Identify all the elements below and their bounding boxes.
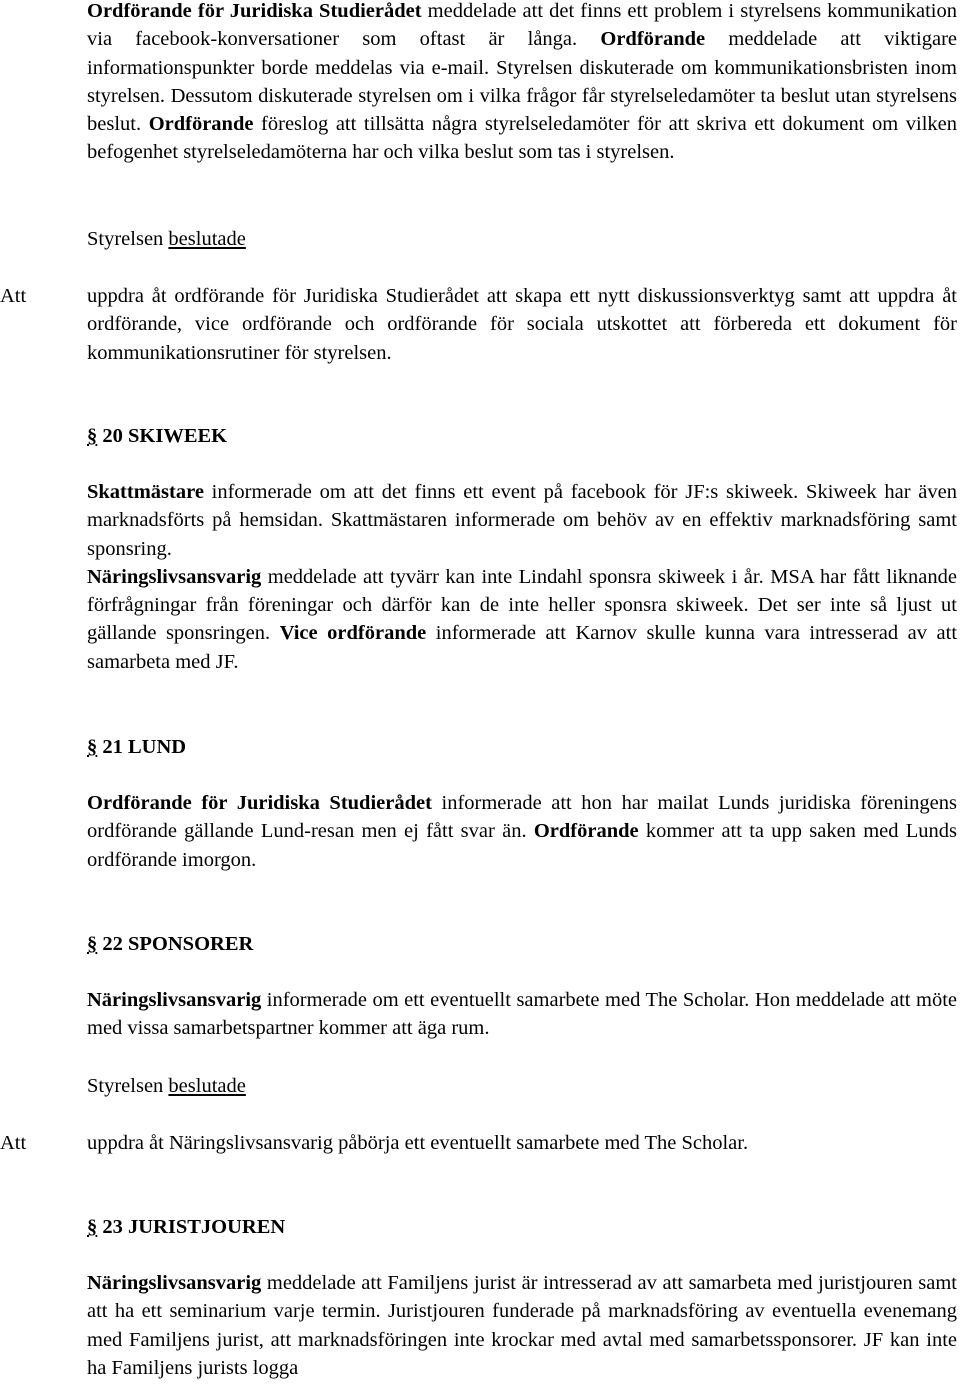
paragraph-communication (87, 0, 957, 167)
paragraph-text: meddelade att viktigare informationspunkter borde meddelas via e-mail. Styrelsen diskuterade om kommunikationsbristen inom styrelsen. Dessutom diskuterade styrelsen om i vilka frågor får styrelseledamöter ta beslut utan styrelsens beslut. (87, 28, 957, 136)
paragraph-text: meddelade att tyvärr kan inte Lindahl sponsra skiweek i år. MSA har fått liknande förfrågningar från föreningar och därför kan de inte heller sponsra skiweek. Det ser inte så ljust ut gällande sponsringen. (87, 565, 957, 645)
speaker-label: Ordförande för Juridiska Studierådet (87, 0, 422, 22)
section-heading-21: § 21 LUND (87, 736, 187, 758)
paragraph-text: informerade att hon har mailat Lunds juridiska föreningens ordförande gällande Lund-resan men ej fått svar än. (87, 792, 958, 843)
speaker-label: Ordförande (533, 820, 639, 843)
speaker-label: Näringslivsansvarig (87, 989, 262, 1011)
att-text: uppdra åt Näringslivsansvarig påbörja ett eventuellt samarbete med The Scholar. (87, 1132, 749, 1154)
paragraph-text: informerade om att det finns ett event på facebook för JF:s skiweek. Skiweek har även marknadsförts på hemsidan. Skattmästaren informerade om behöv av en effektiv marknadsföring samt sponsring. (87, 481, 957, 560)
speaker-label: Näringslivsansvarig (87, 565, 262, 588)
att-label: Att (0, 285, 27, 307)
paragraph-lund (87, 789, 957, 874)
speaker-label: Ordförande (600, 28, 706, 51)
paragraph-text: informerade att Karnov skulle kunna vara intresserad av att samarbeta med JF. (87, 622, 958, 673)
paragraph-sponsorer (87, 986, 957, 1043)
section-heading-23: § 23 JURISTJOUREN (87, 1216, 286, 1238)
speaker-label: Ordförande för Juridiska Studierådet (87, 792, 432, 814)
paragraph-text: föreslog att tillsätta några styrelseledamöter för att skriva ett dokument om vilken befogenhet styrelseledamöterna har och vilka beslut som tas i styrelsen. (87, 113, 958, 164)
att-label: Att (0, 1132, 27, 1154)
decision-heading: Styrelsen beslutade (87, 228, 246, 250)
speaker-label: Ordförande (148, 113, 254, 136)
paragraph-skiweek (87, 478, 957, 676)
paragraph-text: meddelade att Familjens jurist är intresserad av att samarbeta med juristjouren samt att ha ett seminarium varje termin. Juristjouren funderade på marknadsföring av eventuella evenemang med Familjens jurist, att marknadsföringen inte krockar med avtal med samarbetssponsorer. JF kan inte ha Familjens jurists logga (87, 1272, 957, 1379)
speaker-label: Vice ordförande (279, 622, 427, 645)
decision-heading: Styrelsen beslutade (87, 1075, 246, 1097)
paragraph-text: kommer att ta upp saken med Lunds ordförande imorgon. (87, 820, 957, 871)
paragraph-text: informerade om ett eventuellt samarbete med The Scholar. Hon meddelade att möte med vissa samarbetspartner kommer att äga rum. (87, 989, 957, 1040)
section-heading-20: § 20 SKIWEEK (87, 425, 228, 447)
speaker-label: Skattmästare (87, 481, 204, 503)
speaker-label: Näringslivsansvarig (87, 1272, 262, 1294)
att-text: uppdra åt ordförande för Juridiska Studierådet att skapa ett nytt diskussionsverktyg samt att uppdra åt ordförande, vice ordförande och ordförande för sociala utskottet att förbereda ett dokument för kommunikationsrutiner för styrelsen. (87, 285, 957, 364)
paragraph-juristjouren (87, 1269, 957, 1382)
paragraph-text: meddelade att det finns ett problem i styrelsens kommunikation via facebook-konversationer som oftast är långa. (87, 0, 957, 51)
section-heading-22: § 22 SPONSORER (87, 933, 254, 955)
